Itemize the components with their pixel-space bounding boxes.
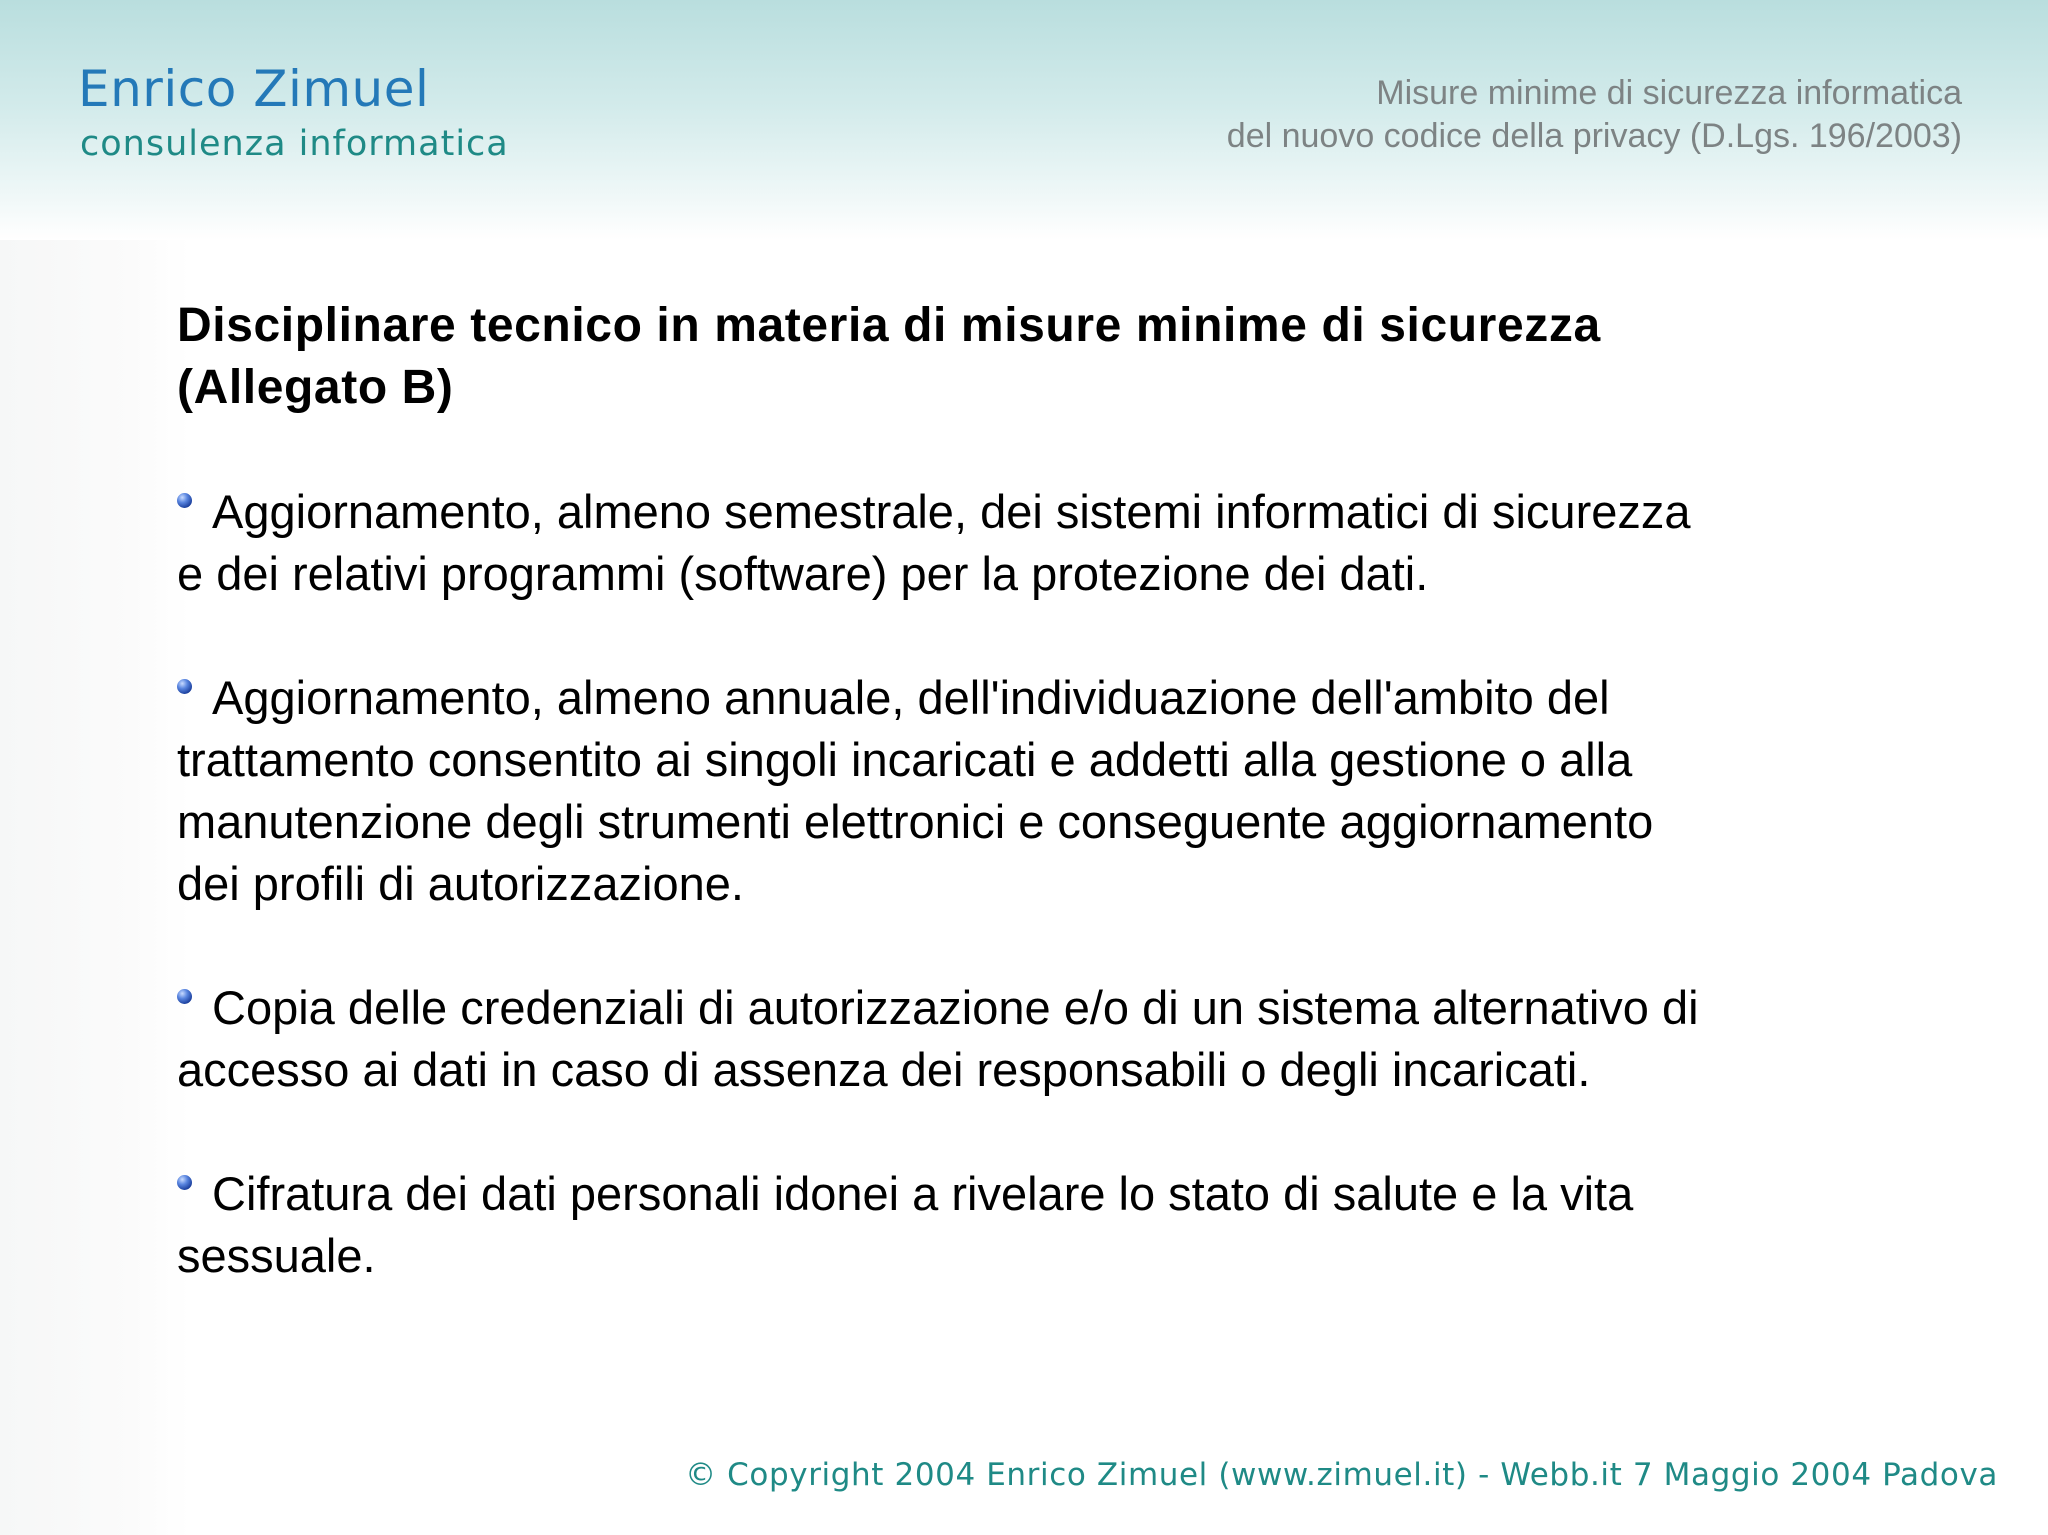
blue-sphere-bullet-icon: [177, 1175, 192, 1190]
subtitle-line-1: Misure minime di sicurezza informatica: [1376, 74, 1962, 112]
bullet-text-line: Cifratura dei dati personali idonei a rivelare lo stato di salute e la vita: [212, 1167, 1634, 1220]
bullet-text-line: manutenzione degli strumenti elettronici e conseguente aggiornamento: [177, 795, 1654, 848]
bullet-item: [177, 1163, 1897, 1287]
blue-sphere-bullet-icon: [177, 493, 192, 508]
brand-name: Enrico Zimuel: [78, 60, 430, 118]
bullet-item: [177, 481, 1897, 605]
bullet-item: [177, 667, 1897, 915]
slide-title: [177, 295, 1897, 419]
left-shade-strip: [0, 240, 190, 1535]
bullet-item: [177, 977, 1897, 1101]
subtitle-line-2: del nuovo codice della privacy (D.Lgs. 196/2003): [1226, 117, 1962, 155]
bullet-text-line: dei profili di autorizzazione.: [177, 857, 744, 910]
brand-tagline: consulenza informatica: [80, 124, 509, 164]
bullet-text-line: e dei relativi programmi (software) per la protezione dei dati.: [177, 547, 1429, 600]
bullet-text-line: Aggiornamento, almeno annuale, dell'individuazione dell'ambito del: [212, 671, 1610, 724]
bullet-text-line: Copia delle credenziali di autorizzazione e/o di un sistema alternativo di: [212, 981, 1699, 1034]
title-line-2: (Allegato B): [177, 361, 454, 414]
presentation-subtitle: [1227, 72, 1962, 158]
copyright-footer: © Copyright 2004 Enrico Zimuel (www.zimuel.it) - Webb.it 7 Maggio 2004 Padova: [685, 1457, 1998, 1493]
bullet-text-line: Aggiornamento, almeno semestrale, dei sistemi informatici di sicurezza: [212, 485, 1691, 538]
bullet-text-line: trattamento consentito ai singoli incaricati e addetti alla gestione o alla: [177, 733, 1633, 786]
blue-sphere-bullet-icon: [177, 679, 192, 694]
slide-content: [177, 295, 1897, 1349]
blue-sphere-bullet-icon: [177, 989, 192, 1004]
bullet-text-line: accesso ai dati in caso di assenza dei responsabili o degli incaricati.: [177, 1043, 1591, 1096]
title-line-1: Disciplinare tecnico in materia di misure minime di sicurezza: [177, 299, 1601, 352]
bullet-text-line: sessuale.: [177, 1229, 376, 1282]
